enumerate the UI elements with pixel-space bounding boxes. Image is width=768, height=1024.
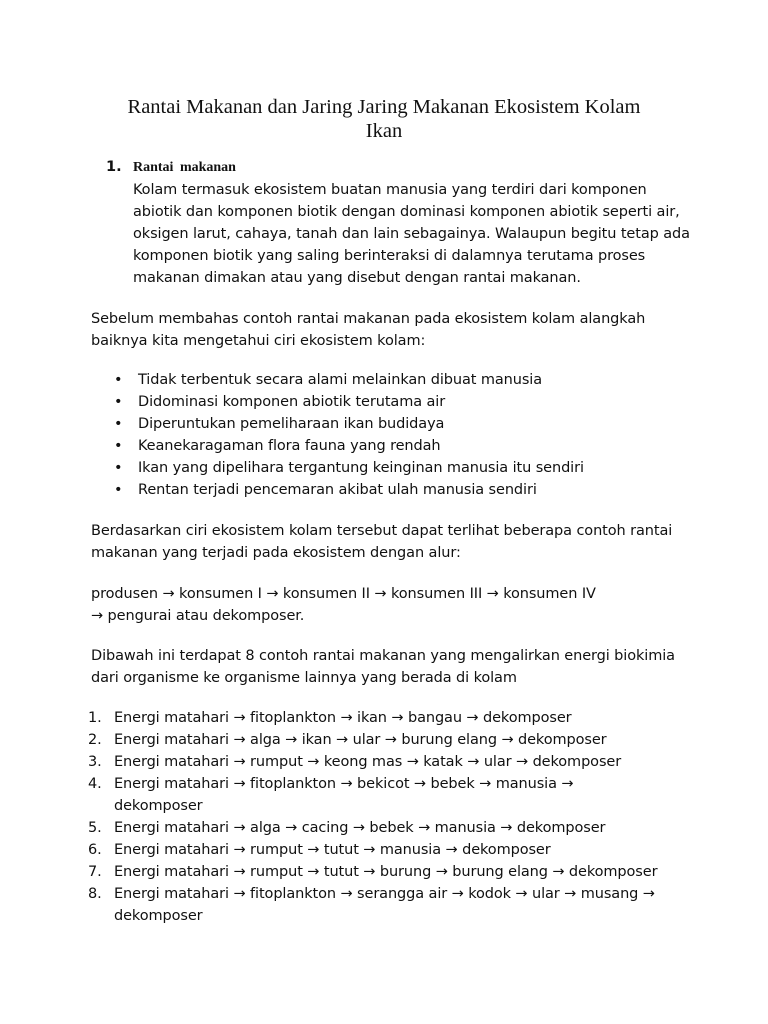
list-item-text: Energi matahari → rumput → tutut → burung → burung elang → dekomposer — [114, 864, 658, 880]
list-item — [88, 707, 657, 729]
paragraph-line: Kolam termasuk ekosistem buatan manusia yang terdiri dari komponen — [133, 182, 647, 198]
list-item — [111, 391, 584, 413]
section-number: 1. — [106, 159, 122, 175]
list-item-text: Energi matahari → alga → cacing → bebek → manusia → dekomposer — [114, 820, 606, 836]
list-item-text: Energi matahari → rumput → keong mas → katak → ular → dekomposer — [114, 754, 622, 770]
food-chain-flow — [91, 583, 691, 627]
list-item-text: Energi matahari → fitoplankton → ikan → bangau → dekomposer — [114, 710, 572, 726]
list-item-continuation: dekomposer — [114, 908, 203, 924]
list-item — [88, 883, 657, 927]
bullet-icon: • — [114, 372, 123, 388]
list-item-text: Ikan yang dipelihara tergantung keinginan manusia itu sendiri — [138, 460, 584, 476]
list-item-text: Keanekaragaman flora fauna yang rendah — [138, 438, 441, 454]
paragraph-line: makanan dimakan atau yang disebut dengan rantai makanan. — [133, 270, 581, 286]
intro-paragraph — [91, 308, 691, 352]
list-item-number: 8. — [88, 886, 102, 902]
list-item-text: Energi matahari → fitoplankton → serangga air → kodok → ular → musang → — [114, 886, 655, 902]
paragraph-line: dari organisme ke organisme lainnya yang berada di kolam — [91, 670, 517, 686]
page-title — [96, 95, 672, 143]
list-item-text: Rentan terjadi pencemaran akibat ulah manusia sendiri — [138, 482, 537, 498]
list-item-continuation: dekomposer — [114, 798, 203, 814]
list-item-text: Didominasi komponen abiotik terutama air — [138, 394, 446, 410]
bullet-icon: • — [114, 438, 123, 454]
section-paragraph — [133, 179, 693, 289]
list-item — [88, 773, 657, 817]
characteristics-list — [111, 369, 584, 501]
list-item-text: Diperuntukan pemeliharaan ikan budidaya — [138, 416, 445, 432]
list-item — [88, 817, 657, 839]
paragraph-line: Dibawah ini terdapat 8 contoh rantai makanan yang mengalirkan energi biokimia — [91, 648, 675, 664]
list-item-number: 3. — [88, 754, 102, 770]
list-item — [111, 413, 584, 435]
bullet-icon: • — [114, 394, 123, 410]
list-item-text: Tidak terbentuk secara alami melainkan dibuat manusia — [138, 372, 543, 388]
list-item — [111, 457, 584, 479]
list-item-number: 7. — [88, 864, 102, 880]
list-item-text: Energi matahari → rumput → tutut → manusia → dekomposer — [114, 842, 551, 858]
paragraph-line: baiknya kita mengetahui ciri ekosistem kolam: — [91, 333, 426, 349]
list-item — [88, 751, 657, 773]
flow-line: → pengurai atau dekomposer. — [91, 608, 305, 624]
based-paragraph — [91, 520, 691, 564]
list-item — [88, 729, 657, 751]
list-item-number: 6. — [88, 842, 102, 858]
paragraph-line: makanan yang terjadi pada ekosistem dengan alur: — [91, 545, 461, 561]
flow-line: produsen → konsumen I → konsumen II → konsumen III → konsumen IV — [91, 586, 596, 602]
list-item-number: 4. — [88, 776, 102, 792]
list-item — [88, 839, 657, 861]
list-item-number: 2. — [88, 732, 102, 748]
paragraph-line: Sebelum membahas contoh rantai makanan pada ekosistem kolam alangkah — [91, 311, 646, 327]
list-item — [111, 479, 584, 501]
list-item-text: Energi matahari → alga → ikan → ular → burung elang → dekomposer — [114, 732, 607, 748]
list-item-text: Energi matahari → fitoplankton → bekicot → bebek → manusia → — [114, 776, 574, 792]
bullet-icon: • — [114, 482, 123, 498]
page-title-line-1: Rantai Makanan dan Jaring Jaring Makanan Ekosistem Kolam — [127, 96, 641, 118]
section-heading: Rantai makanan — [133, 160, 236, 175]
paragraph-line: abiotik dan komponen biotik dengan dominasi komponen abiotik seperti air, — [133, 204, 680, 220]
list-item-number: 5. — [88, 820, 102, 836]
paragraph-line: oksigen larut, cahaya, tanah dan lain sebagainya. Walaupun begitu tetap ada — [133, 226, 690, 242]
paragraph-line: Berdasarkan ciri ekosistem kolam tersebut dapat terlihat beberapa contoh rantai — [91, 523, 673, 539]
bullet-icon: • — [114, 416, 123, 432]
list-item — [111, 435, 584, 457]
list-item-number: 1. — [88, 710, 102, 726]
paragraph-line: komponen biotik yang saling berinteraksi di dalamnya terutama proses — [133, 248, 646, 264]
bullet-icon: • — [114, 460, 123, 476]
page-title-line-2: Ikan — [365, 120, 403, 142]
list-item — [88, 861, 657, 883]
food-chain-examples — [88, 707, 657, 927]
list-item — [111, 369, 584, 391]
examples-intro-paragraph — [91, 645, 691, 689]
